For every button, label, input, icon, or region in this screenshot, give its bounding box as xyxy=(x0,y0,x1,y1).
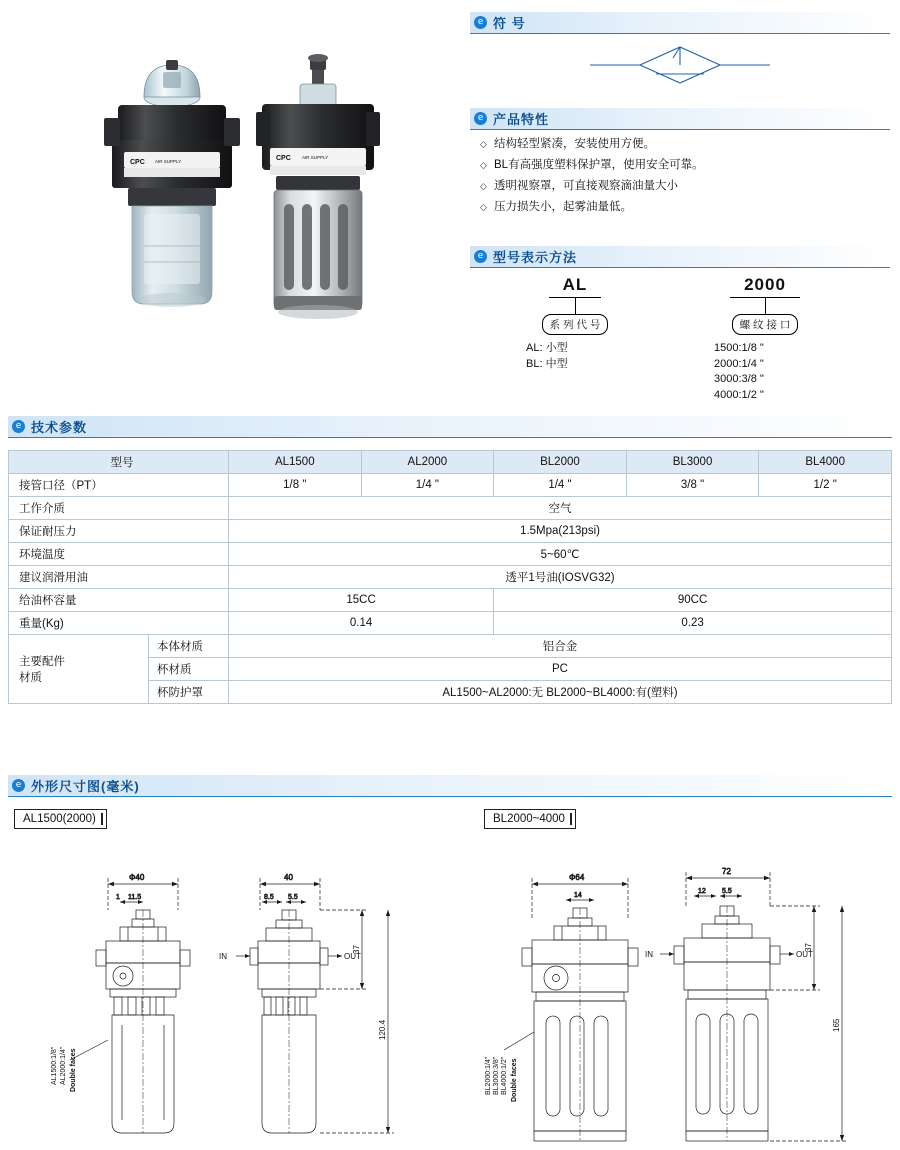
symbol-drawing xyxy=(470,34,890,90)
bl-out: OUT xyxy=(796,950,813,959)
table-row xyxy=(9,589,892,612)
material-label-line2: 材质 xyxy=(19,672,42,684)
svg-text:CPC: CPC xyxy=(276,155,291,162)
sub-label: 杯材质 xyxy=(149,658,229,681)
al-side-text-3: Double faces xyxy=(70,1048,77,1092)
features-list xyxy=(480,135,890,219)
section-header-dimensions xyxy=(8,775,892,797)
row-label: 重量(Kg) xyxy=(9,612,229,635)
model-port-option: 4000:1/2 " xyxy=(714,388,764,401)
model-code-series: AL xyxy=(549,275,602,298)
row-label: 工作介质 xyxy=(9,497,229,520)
drawing-bl-svg xyxy=(470,850,895,1145)
row-label: 建议润滑用油 xyxy=(9,566,229,589)
section-header-tech xyxy=(8,416,892,438)
cell: 90CC xyxy=(494,589,892,612)
cell: AL1500~AL2000:无 BL2000~BL4000:有(塑料) xyxy=(229,681,892,704)
bl-side-text-3: BL4000:1/2" xyxy=(501,1056,508,1095)
symbol-svg xyxy=(470,34,890,90)
th-bl2000: BL2000 xyxy=(494,451,627,474)
table-row xyxy=(9,497,892,520)
model-port-option: 2000:1/4 " xyxy=(714,357,764,370)
svg-text:Φ40: Φ40 xyxy=(129,873,145,882)
cell: 0.23 xyxy=(494,612,892,635)
al-out: OUT xyxy=(344,952,361,961)
bl-side-text-2: BL3000:3/8" xyxy=(493,1056,500,1095)
model-port-pill: 螺 纹 接 口 xyxy=(732,314,799,335)
model-series-option: AL: 小型 xyxy=(526,342,568,354)
row-label: 接管口径（PT） xyxy=(9,474,229,497)
bullet-icon: e xyxy=(474,250,487,263)
cell: 1/8 " xyxy=(229,474,362,497)
row-label: 保证耐压力 xyxy=(9,520,229,543)
th-bl4000: BL4000 xyxy=(759,451,892,474)
dim-label-bl: BL2000~4000 xyxy=(484,809,576,829)
drawing-bl xyxy=(470,850,895,1150)
table-row xyxy=(9,566,892,589)
svg-text:Φ64: Φ64 xyxy=(569,873,585,882)
cell: PC xyxy=(229,658,892,681)
table-header-row xyxy=(9,451,892,474)
cell: 0.14 xyxy=(229,612,494,635)
th-al1500: AL1500 xyxy=(229,451,362,474)
section-title-model: 型号表示方法 xyxy=(493,250,578,265)
svg-text:AIR SUPPLY: AIR SUPPLY xyxy=(302,155,329,160)
drawing-al-svg xyxy=(10,850,450,1145)
bullet-icon: e xyxy=(12,779,25,792)
list-item: ◇ 结构轻型紧凑，安装使用方便。 xyxy=(480,135,890,154)
sub-label: 本体材质 xyxy=(149,635,229,658)
product-photos xyxy=(0,0,460,400)
dim-label-al: AL1500(2000) xyxy=(14,809,107,829)
list-item: ◇ 压力损失小，起雾油量低。 xyxy=(480,198,890,217)
row-label-material xyxy=(9,635,149,704)
section-title-dimensions: 外形尺寸图(毫米) xyxy=(31,779,140,794)
bl-side-text-1: BL2000:1/4" xyxy=(485,1056,492,1095)
al-in: IN xyxy=(219,952,227,961)
tech-params-table xyxy=(8,450,892,704)
model-series-option: BL: 中型 xyxy=(526,357,568,370)
svg-text:8.5: 8.5 xyxy=(264,894,274,901)
bullet-icon: e xyxy=(474,112,487,125)
section-header-model xyxy=(470,246,890,268)
svg-text:11.5: 11.5 xyxy=(128,894,142,901)
al-h1: 37 xyxy=(352,945,361,954)
row-label: 环境温度 xyxy=(9,543,229,566)
section-title-tech: 技术参数 xyxy=(31,420,88,435)
model-series-pill: 系 列 代 号 xyxy=(542,314,609,335)
table-row xyxy=(9,612,892,635)
svg-text:12: 12 xyxy=(698,888,706,895)
table-row xyxy=(9,635,892,658)
section-title-features: 产品特性 xyxy=(493,112,550,127)
cell: 透平1号油(IOSVG32) xyxy=(229,566,892,589)
th-model: 型号 xyxy=(9,451,229,474)
cell: 5~60℃ xyxy=(229,543,892,566)
svg-text:5.5: 5.5 xyxy=(722,888,732,895)
al-h2: 120.4 xyxy=(378,1019,387,1040)
table-row xyxy=(9,474,892,497)
cell: 1/2 " xyxy=(759,474,892,497)
section-title-symbol: 符 号 xyxy=(493,16,526,31)
svg-text:CPC: CPC xyxy=(130,159,145,166)
bullet-icon: e xyxy=(12,420,25,433)
cell: 3/8 " xyxy=(626,474,759,497)
bl-in: IN xyxy=(645,950,653,959)
cell: 空气 xyxy=(229,497,892,520)
material-label-line1: 主要配件 xyxy=(19,656,65,668)
bl-side-text-4: Double faces xyxy=(511,1058,518,1102)
tech-params-table-wrap xyxy=(8,450,892,704)
svg-text:AIR SUPPLY: AIR SUPPLY xyxy=(155,159,182,164)
cell: 15CC xyxy=(229,589,494,612)
model-code-diagram xyxy=(470,275,890,405)
cell: 1/4 " xyxy=(494,474,627,497)
al-side-text-1: AL1500:1/8" xyxy=(51,1046,58,1085)
table-row xyxy=(9,520,892,543)
cell: 1/4 " xyxy=(361,474,494,497)
svg-text:40: 40 xyxy=(284,873,293,882)
sub-label: 杯防护罩 xyxy=(149,681,229,704)
row-label: 给油杯容量 xyxy=(9,589,229,612)
model-port-option: 3000:3/8 " xyxy=(714,373,764,385)
list-item: ◇ BL有高强度塑料保护罩，使用安全可靠。 xyxy=(480,156,890,175)
section-header-features xyxy=(470,108,890,130)
photo-al-unit xyxy=(104,60,240,307)
model-code-port: 2000 xyxy=(730,275,800,298)
section-header-symbol xyxy=(470,12,890,34)
svg-text:14: 14 xyxy=(574,892,582,899)
photo-bl-unit xyxy=(256,54,380,319)
svg-text:72: 72 xyxy=(722,867,731,876)
bl-h2: 165 xyxy=(832,1018,841,1032)
cell: 铝合金 xyxy=(229,635,892,658)
list-item: ◇ 透明视察罩，可直接观察滴油量大小 xyxy=(480,177,890,196)
th-al2000: AL2000 xyxy=(361,451,494,474)
drawing-al xyxy=(10,850,450,1150)
cell: 1.5Mpa(213psi) xyxy=(229,520,892,543)
svg-text:1: 1 xyxy=(116,894,120,901)
product-photo-svg xyxy=(0,0,460,400)
bl-h1: 37 xyxy=(804,943,813,952)
bullet-icon: e xyxy=(474,16,487,29)
model-port-option: 1500:1/8 " xyxy=(714,342,764,354)
svg-text:5.5: 5.5 xyxy=(288,894,298,901)
th-bl3000: BL3000 xyxy=(626,451,759,474)
al-side-text-2: AL2000:1/4" xyxy=(60,1046,67,1085)
table-row xyxy=(9,543,892,566)
